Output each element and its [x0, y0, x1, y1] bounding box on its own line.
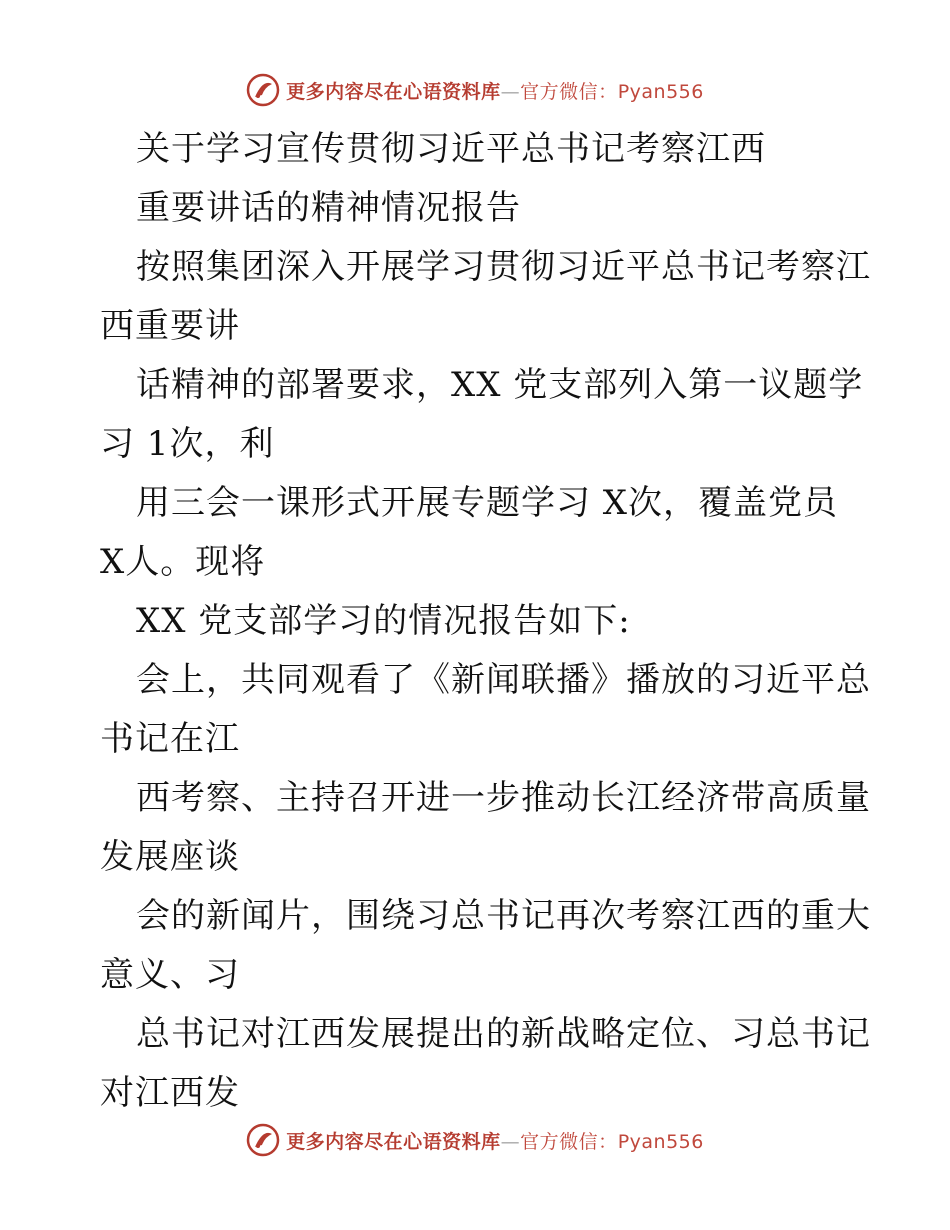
paragraph-line: 西考察、主持召开进一步推动长江经济带高质量 [136, 778, 871, 818]
doc-title-line-2: 重要讲话的精神情况报告 [136, 188, 521, 228]
watermark-site-text: 更多内容尽在心语资料库 [286, 1130, 501, 1153]
paragraph-line: 发展座谈 [100, 837, 240, 877]
paragraph-line: 书记在江 [100, 719, 240, 759]
watermark-wechat-id: Pyan556 [617, 1130, 704, 1153]
paragraph-line: 西重要讲 [100, 306, 240, 346]
document-body [100, 120, 870, 1123]
brand-logo-icon [246, 73, 280, 107]
header-watermark [0, 70, 950, 110]
watermark-site-text: 更多内容尽在心语资料库 [286, 80, 501, 103]
paragraph-line: X人。现将 [100, 542, 266, 582]
watermark-wechat-label: 官方微信： [520, 80, 618, 103]
watermark-wechat-id: Pyan556 [617, 80, 704, 103]
paragraph-line: 习 1次，利 [100, 424, 275, 464]
footer-watermark [0, 1120, 950, 1160]
paragraph-line: 意义、习 [100, 955, 240, 995]
paragraph-line: XX 党支部学习的情况报告如下: [136, 601, 631, 641]
paragraph-line: 用三会一课形式开展专题学习 X次，覆盖党员 [136, 483, 839, 523]
watermark-separator: — [500, 80, 521, 103]
paragraph-line: 会的新闻片，围绕习总书记再次考察江西的重大 [136, 896, 871, 936]
paragraph-line: 会上，共同观看了《新闻联播》播放的习近平总 [136, 660, 871, 700]
paragraph-line: 总书记对江西发展提出的新战略定位、习总书记 [136, 1014, 871, 1054]
paragraph-line: 话精神的部署要求，XX 党支部列入第一议题学 [136, 365, 864, 405]
watermark-text [286, 1127, 704, 1154]
watermark-wechat-label: 官方微信： [520, 1130, 618, 1153]
watermark-separator: — [500, 1130, 521, 1153]
brand-logo-icon [246, 1123, 280, 1157]
paragraph-line: 对江西发 [100, 1073, 240, 1113]
paragraph-line: 按照集团深入开展学习贯彻习近平总书记考察江 [136, 247, 871, 287]
doc-title-line-1: 关于学习宣传贯彻习近平总书记考察江西 [136, 129, 766, 169]
watermark-text [286, 77, 704, 104]
